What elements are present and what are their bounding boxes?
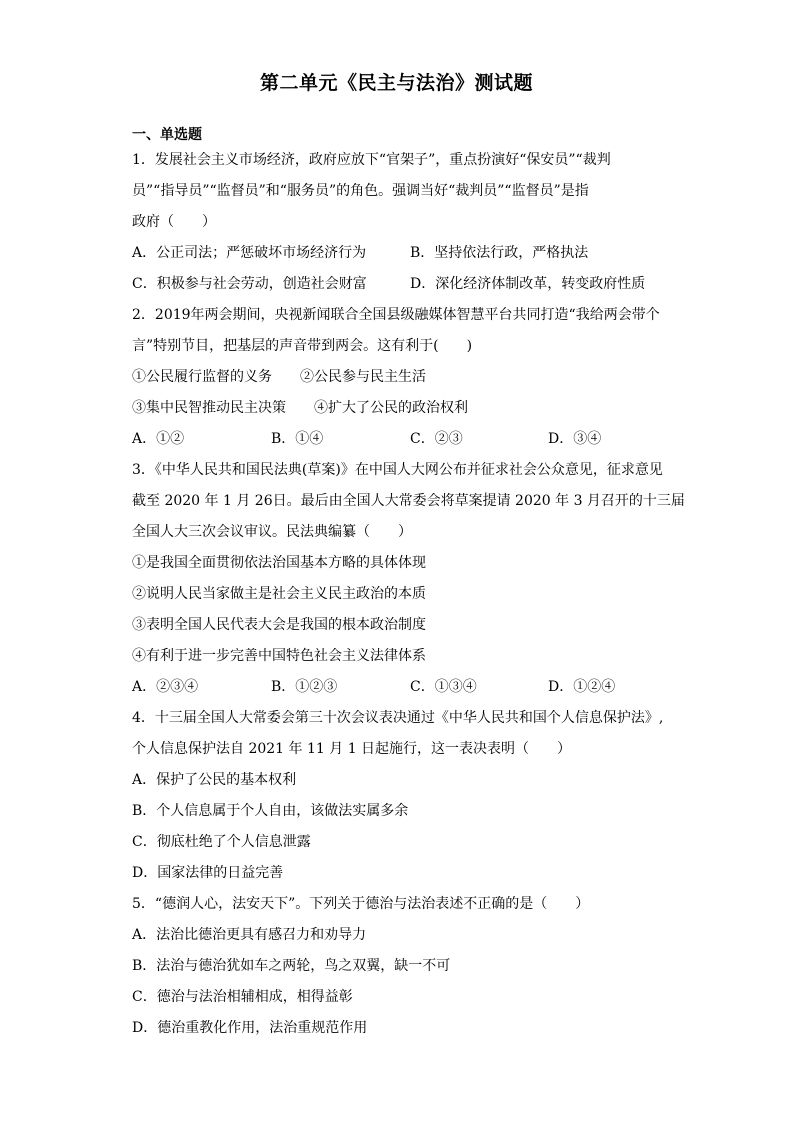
q4-stem-line2: 个人信息保护法自 2021 年 11 月 1 日起施行，这一表决表明（ ） [132, 741, 572, 757]
q2-statement-4: ④扩大了公民的政治权利 [314, 400, 468, 416]
q5-stem-line1: 5．“德润人心，法安天下”。下列关于德治与法治表述不正确的是（ ） [132, 896, 590, 912]
q3-option-b: B．①②③ [271, 679, 338, 695]
q3-statement-3: ③表明全国人民代表大会是我国的根本政治制度 [132, 617, 426, 633]
q1-option-b: B．坚持依法行政，严格执法 [410, 245, 589, 261]
q2-option-c: C．②③ [410, 431, 463, 447]
q3-statement-2: ②说明人民当家做主是社会主义民主政治的本质 [132, 586, 426, 602]
q3-statement-4: ④有利于进一步完善中国特色社会主义法律体系 [132, 648, 426, 664]
q3-option-d: D．①②④ [548, 679, 616, 695]
document-title: 第二单元《民主与法治》测试题 [259, 72, 533, 94]
q2-option-a: A．①② [132, 431, 185, 447]
q2-statement-3: ③集中民智推动民主决策 [132, 400, 286, 416]
q2-option-d: D．③④ [548, 431, 602, 447]
q1-option-d: D．深化经济体制改革，转变政府性质 [410, 276, 646, 292]
q1-option-c: C．积极参与社会劳动，创造社会财富 [132, 276, 367, 292]
q5-option-a: A．法治比德治更具有感召力和劝导力 [132, 927, 367, 943]
q5-option-d: D．德治重教化作用，法治重规范作用 [132, 1020, 368, 1036]
q4-option-c: C．彻底杜绝了个人信息泄露 [132, 834, 311, 850]
q3-stem-line2: 截至 2020 年 1 月 26日。最后由全国人大常委会将草案提请 2020 年 3 月召开的十三届 [132, 493, 685, 509]
q2-stem-line1: 2．2019年两会期间，央视新闻联合全国县级融媒体智慧平台共同打造“我给两会带个 [132, 307, 660, 323]
q2-statement-2: ②公民参与民主生活 [300, 369, 426, 385]
q1-stem-line1: 1．发展社会主义市场经济，政府应放下“官架子”，重点扮演好“保安员”“裁判 [132, 152, 611, 168]
q3-option-c: C．①③④ [410, 679, 477, 695]
q4-stem-line1: 4．十三届全国人大常委会第三十次会议表决通过《中华人民共和国个人信息保护法》, [132, 710, 664, 726]
q3-stem-line3: 全国人大三次会议审议。民法典编纂（ ） [132, 524, 412, 540]
section-heading: 一、单选题 [132, 127, 202, 143]
q3-statement-1: ①是我国全面贯彻依法治国基本方略的具体体现 [132, 555, 426, 571]
q2-stem-line2: 言”特别节目，把基层的声音带到两会。这有利于( ) [132, 338, 473, 354]
q1-stem-line2: 员”“指导员”“监督员”和“服务员”的角色。强调当好“裁判员”“监督员”是指 [132, 183, 589, 199]
q5-option-b: B．法治与德治犹如车之两轮，鸟之双翼，缺一不可 [132, 958, 451, 974]
q3-option-a: A．②③④ [132, 679, 199, 695]
q1-option-a: A．公正司法；严惩破坏市场经济行为 [132, 245, 367, 261]
q4-option-b: B．个人信息属于个人自由，该做法实属多余 [132, 803, 409, 819]
q4-option-d: D．国家法律的日益完善 [132, 865, 284, 881]
q2-option-b: B．①④ [271, 431, 324, 447]
q2-statement-1: ①公民履行监督的义务 [132, 369, 272, 385]
q3-stem-line1: 3．《中华人民共和国民法典(草案)》在中国人大网公布并征求社会公众意见，征求意见 [132, 462, 663, 478]
q1-stem-line3: 政府（ ） [132, 214, 216, 230]
q4-option-a: A．保护了公民的基本权利 [132, 772, 297, 788]
q5-option-c: C．德治与法治相辅相成，相得益彰 [132, 989, 353, 1005]
